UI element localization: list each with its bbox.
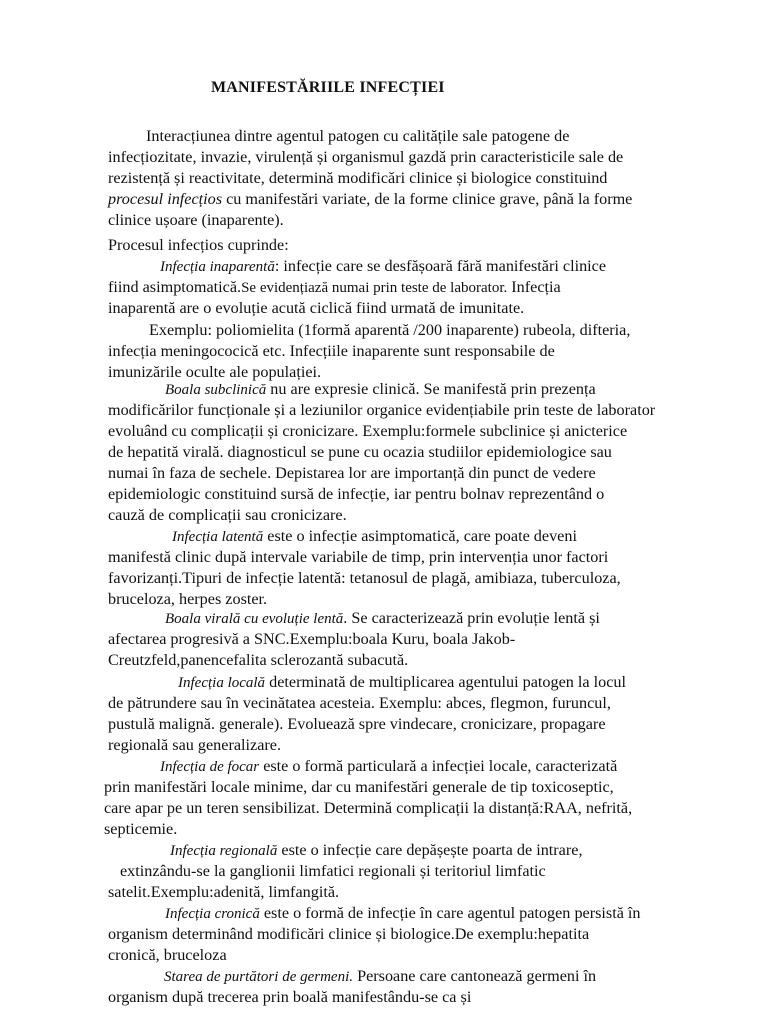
text-line: infecția meningococică etc. Infecțiile inaparente sunt responsabile de bbox=[108, 342, 555, 360]
text-line: Infecția de focar este o formă particulară a infecției locale, caracterizată bbox=[160, 757, 618, 775]
italic-term: Infecția locală bbox=[178, 675, 266, 691]
text-line: bruceloza, herpes zoster. bbox=[108, 590, 268, 608]
text-line: Infecția locală determinată de multiplicarea agentului patogen la locul bbox=[178, 673, 626, 691]
text-line: Procesul infecțios cuprinde: bbox=[108, 236, 289, 254]
text-line: Boala virală cu evoluție lentă. Se caracterizează prin evoluție lentă și bbox=[165, 609, 600, 627]
italic-term: Infecția regională bbox=[170, 843, 278, 859]
text-line: organism după trecerea prin boală manifestându-se ca și bbox=[108, 988, 472, 1006]
page-title: MANIFESTĂRIILE INFECȚIEI bbox=[211, 79, 445, 96]
text-line: afectarea progresivă a SNC.Exemplu:boala Kuru, boala Jakob- bbox=[108, 630, 516, 648]
text-line: numai în faza de sechele. Depistarea lor are importanță din punct de vedere bbox=[108, 464, 596, 482]
text-line: procesul infecțios cu manifestări variate, de la forme clinice grave, până la forme bbox=[108, 190, 633, 208]
text-line: fiind asimptomatică.Se evidențiază numai prin teste de laborator. Infecția bbox=[108, 278, 561, 296]
italic-term: Infecția de focar bbox=[160, 759, 260, 775]
text-line: infecțiozitate, invazie, virulență și organismul gazdă prin caracteristicile sale de bbox=[108, 148, 624, 166]
text-line: organism determinând modificări clinice și biologice.De exemplu:hepatita bbox=[108, 925, 590, 943]
text-line: modificărilor funcționale și a leziunilor organice evidențiabile prin teste de laborator bbox=[108, 401, 656, 419]
text-line: clinice ușoare (inaparente). bbox=[108, 211, 284, 229]
text-line: regională sau generalizare. bbox=[108, 736, 282, 754]
text-line: cronică, bruceloza bbox=[108, 946, 227, 964]
text-line: Infecția cronică este o formă de infecție în care agentul patogen persistă în bbox=[165, 904, 641, 922]
text-line: extinzându-se la ganglionii limfatici regionali și teritoriul limfatic bbox=[120, 862, 546, 880]
text-line: Infecția regională este o infecție care depășește poarta de intrare, bbox=[170, 841, 583, 859]
text-line: cauză de complicații sau cronicizare. bbox=[108, 506, 347, 524]
text-line: pustulă malignă. generale). Evoluează spre vindecare, cronicizare, propagare bbox=[108, 715, 606, 733]
text-line: favorizanți.Tipuri de infecție latentă: tetanosul de plagă, amibiaza, tuberculoza, bbox=[108, 569, 621, 587]
text-line: epidemiologic constituind sursă de infecție, iar pentru bolnav reprezentând o bbox=[108, 485, 605, 503]
text-line: Creutzfeld,panencefalita sclerozantă subacută. bbox=[108, 651, 409, 669]
text-line: Interacțiunea dintre agentul patogen cu calitățile sale patogene de bbox=[146, 127, 570, 145]
italic-term: Infecția cronică bbox=[165, 906, 260, 922]
italic-term: Boala virală cu evoluție lentă bbox=[165, 611, 344, 627]
italic-term: Infecția inaparentă bbox=[160, 259, 275, 275]
text-line: evoluând cu complicații și cronicizare. Exemplu:formele subclinice și anicterice bbox=[108, 422, 628, 440]
text-line: prin manifestări locale minime, dar cu manifestări generale de tip toxicoseptic, bbox=[104, 778, 614, 796]
italic-term: Starea de purtători de germeni. bbox=[164, 969, 354, 985]
text-line: Boala subclinică nu are expresie clinică. Se manifestă prin prezența bbox=[165, 380, 596, 398]
text-line: rezistență și reactivitate, determină modificări clinice și biologice constituind bbox=[108, 169, 608, 187]
text-line: satelit.Exemplu:adenită, limfangită. bbox=[108, 883, 340, 901]
text-line: septicemie. bbox=[104, 820, 178, 838]
italic-term: procesul infecțios bbox=[108, 190, 223, 208]
text-line: Exemplu: poliomielita (1formă aparentă /200 inaparente) rubeola, difteria, bbox=[149, 321, 631, 339]
text-line: de hepatită virală. diagnosticul se pune cu ocazia studiilor epidemiologice sau bbox=[108, 443, 612, 461]
italic-term: Infecția latentă bbox=[172, 529, 264, 545]
text-line: de pătrundere sau în vecinătatea acesteia. Exemplu: abces, flegmon, furuncul, bbox=[108, 694, 611, 712]
text-line: Starea de purtători de germeni. Persoane care cantonează germeni în bbox=[164, 967, 597, 985]
italic-term: Boala subclinică bbox=[165, 382, 267, 398]
text-line: inaparentă are o evoluție acută ciclică fiind urmată de imunitate. bbox=[108, 299, 525, 317]
text-line: Infecția latentă este o infecție asimptomatică, care poate deveni bbox=[172, 527, 577, 545]
text-line: Infecția inaparentă: infecție care se desfășoară fără manifestări clinice bbox=[160, 257, 607, 275]
text-line: care apar pe un teren sensibilizat. Determină complicații la distanță:RAA, nefrită, bbox=[104, 799, 633, 817]
text-line: imunizările oculte ale populației. bbox=[108, 363, 322, 381]
text-line: manifestă clinic după intervale variabile de timp, prin intervenția unor factori bbox=[108, 548, 609, 566]
